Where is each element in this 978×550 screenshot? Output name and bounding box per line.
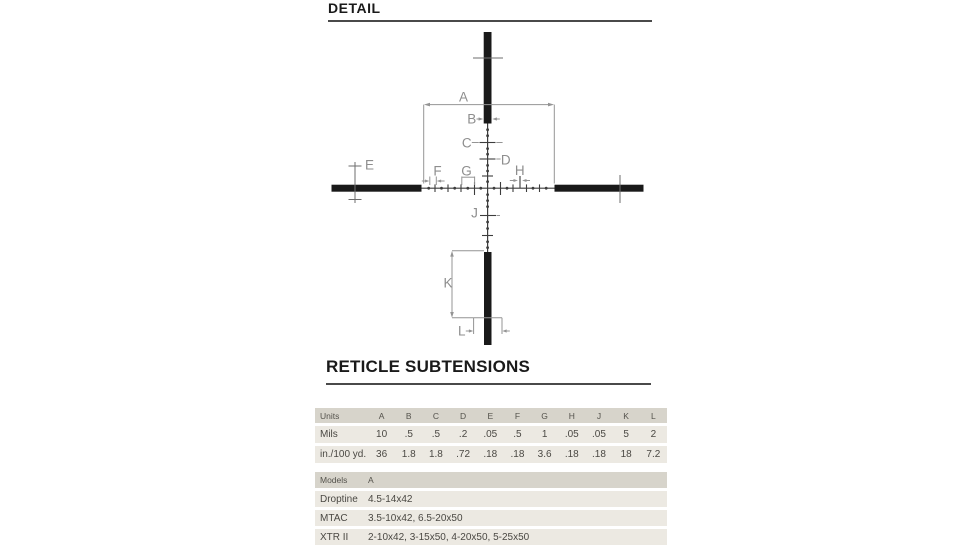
models-header-row (315, 472, 667, 488)
top-post (484, 32, 492, 124)
model-row-xtr-ii (315, 529, 667, 545)
column-header-a: A (368, 408, 395, 423)
detail-heading: DETAIL (328, 0, 381, 16)
model-configurations: 2-10x42, 3-15x50, 4-20x50, 5-25x50 (368, 529, 667, 545)
mils-value-d: .2 (450, 426, 477, 443)
reticle-label-c: C (461, 135, 472, 151)
reticle-diagram (315, 25, 667, 350)
right-post (555, 185, 644, 192)
reticle-label-g: G (461, 163, 472, 179)
reticle-label-b: B (467, 111, 477, 127)
row-label: in./100 yd. (315, 446, 368, 463)
mils-value-a: 10 (368, 426, 395, 443)
model-name: XTR II (315, 529, 368, 545)
mils-value-h: .05 (558, 426, 585, 443)
units-header-cell: Units (315, 408, 368, 423)
mils-value-l: 2 (640, 426, 667, 443)
reticle-label-h: H (514, 163, 525, 178)
in-value-g: 3.6 (531, 446, 558, 463)
in-value-h: .18 (558, 446, 585, 463)
in-value-e: .18 (477, 446, 504, 463)
column-header-c: C (422, 408, 449, 423)
in-value-a: 36 (368, 446, 395, 463)
models-table (315, 469, 667, 548)
column-header-b: B (395, 408, 422, 423)
mils-value-k: 5 (613, 426, 640, 443)
reticle-label-e: E (364, 157, 375, 173)
mils-value-j: .05 (585, 426, 612, 443)
subtension-table (315, 405, 667, 466)
mils-value-e: .05 (477, 426, 504, 443)
bottom-post (484, 252, 492, 345)
reticle-label-k: K (443, 275, 453, 291)
mils-value-f: .5 (504, 426, 531, 443)
left-post (332, 185, 422, 192)
in-value-j: .18 (585, 446, 612, 463)
models-column-a-header: A (368, 472, 667, 488)
models-header-cell: Models (315, 472, 368, 488)
model-configurations: 3.5-10x42, 6.5-20x50 (368, 510, 667, 526)
model-name: Droptine (315, 491, 368, 507)
reticle-label-l: L (458, 323, 466, 339)
in-value-b: 1.8 (395, 446, 422, 463)
detail-rule (328, 20, 652, 22)
subtension-header-row (315, 408, 667, 423)
in-value-d: .72 (450, 446, 477, 463)
in-value-l: 7.2 (640, 446, 667, 463)
reticle-label-f: F (433, 163, 442, 179)
column-header-h: H (558, 408, 585, 423)
column-header-e: E (477, 408, 504, 423)
mils-value-b: .5 (395, 426, 422, 443)
model-row-droptine (315, 491, 667, 507)
model-row-mtac (315, 510, 667, 526)
in-value-c: 1.8 (422, 446, 449, 463)
model-name: MTAC (315, 510, 368, 526)
column-header-g: G (531, 408, 558, 423)
in-value-k: 18 (613, 446, 640, 463)
reticle-label-j: J (471, 205, 478, 221)
reticle-label-d: D (500, 152, 511, 168)
column-header-j: J (585, 408, 612, 423)
inches-row (315, 446, 667, 463)
column-header-k: K (613, 408, 640, 423)
column-header-d: D (450, 408, 477, 423)
mils-value-c: .5 (422, 426, 449, 443)
column-header-f: F (504, 408, 531, 423)
model-configurations: 4.5-14x42 (368, 491, 667, 507)
subtensions-heading: RETICLE SUBTENSIONS (326, 357, 531, 376)
row-label: Mils (315, 426, 368, 443)
column-header-l: L (640, 408, 667, 423)
subtensions-rule (326, 383, 651, 385)
mils-row (315, 426, 667, 443)
in-value-f: .18 (504, 446, 531, 463)
mils-value-g: 1 (531, 426, 558, 443)
reticle-label-a: A (458, 89, 469, 105)
